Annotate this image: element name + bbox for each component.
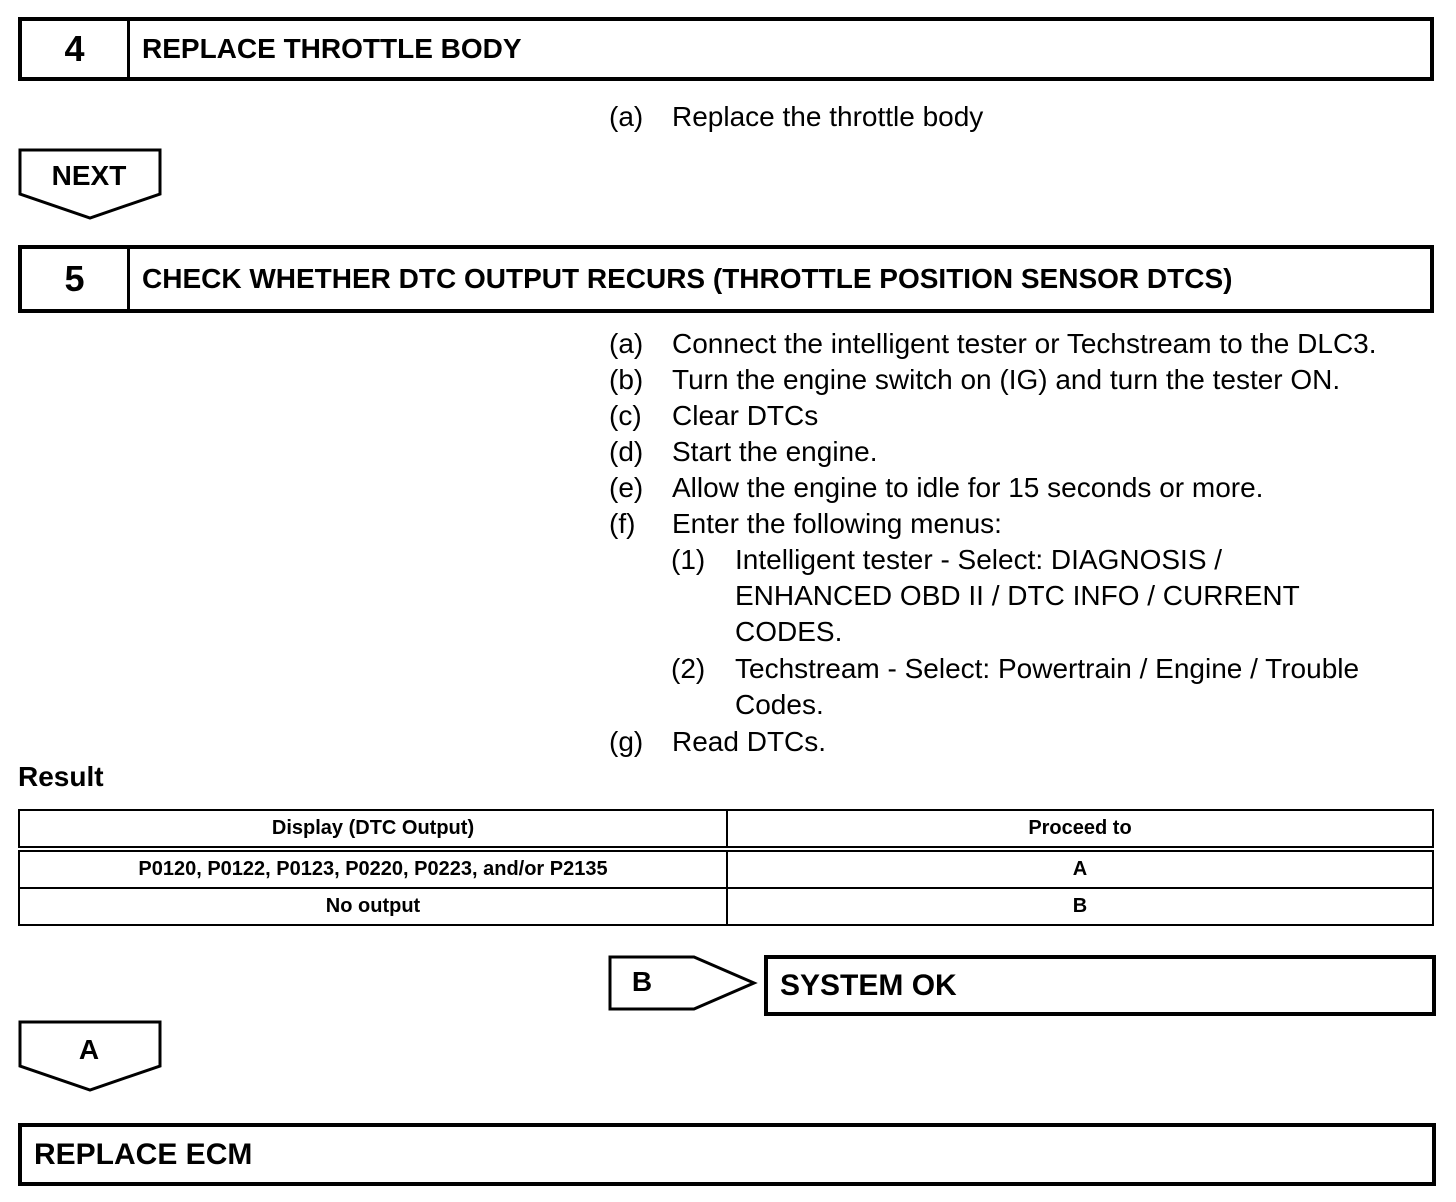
instruction-label: (d) (609, 436, 644, 467)
sub-instruction-line: CODES. (735, 616, 843, 647)
instruction-label: (f) (609, 508, 636, 539)
system-ok-text: SYSTEM OK (780, 968, 957, 1002)
sub-instruction-line: Techstream - Select: Powertrain / Engine / Trouble (735, 653, 1360, 684)
step-5-instruction-a (609, 326, 1439, 362)
step-5-instruction-b (609, 362, 1439, 398)
step-5-header (18, 245, 1434, 313)
instruction-label: (g) (609, 726, 644, 757)
instruction-label: (a) (609, 328, 644, 359)
instruction-label: (b) (609, 364, 644, 395)
step-5-instruction-c (609, 398, 1439, 434)
instruction-text: Turn the engine switch on (IG) and turn the tester ON. (672, 364, 1341, 395)
step-5-instruction-d (609, 434, 1439, 470)
result-table (18, 809, 1434, 926)
step-5-sub-instruction-1 (671, 542, 1441, 650)
branch-a-label: A (78, 1034, 100, 1065)
step-4-title: REPLACE THROTTLE BODY (142, 33, 522, 64)
instruction-label: (e) (609, 472, 644, 503)
instruction-label: (a) (609, 101, 644, 132)
instruction-text: Allow the engine to idle for 15 seconds or more. (672, 472, 1264, 503)
table-cell-proceed: A (727, 849, 1433, 888)
instruction-text: Clear DTCs (672, 400, 819, 431)
sub-instruction-label: (1) (671, 544, 706, 575)
result-heading: Result (18, 761, 104, 792)
replace-ecm-text: REPLACE ECM (34, 1137, 253, 1171)
step-5-instruction-f (609, 506, 1439, 542)
system-ok-box (764, 955, 1436, 1016)
next-arrow-label: NEXT (51, 160, 127, 191)
step-4-header (18, 17, 1434, 81)
step-5-instruction-g (609, 724, 1439, 760)
sub-instruction-line: ENHANCED OBD II / DTC INFO / CURRENT (735, 580, 1300, 611)
instruction-text: Replace the throttle body (672, 101, 984, 132)
table-cell-display: No output (19, 888, 727, 925)
step-4-number: 4 (22, 21, 130, 77)
instruction-text: Start the engine. (672, 436, 878, 467)
step-4-instruction-a (609, 99, 1429, 135)
table-cell-display: P0120, P0122, P0123, P0220, P0223, and/or P2135 (19, 849, 727, 888)
instruction-text: Connect the intelligent tester or Techstream to the DLC3. (672, 328, 1377, 359)
sub-instruction-line: Codes. (735, 689, 824, 720)
sub-instruction-line: Intelligent tester - Select: DIAGNOSIS / (735, 544, 1223, 575)
instruction-label: (c) (609, 400, 642, 431)
step-5-title: CHECK WHETHER DTC OUTPUT RECURS (THROTTLE POSITION SENSOR DTCS) (142, 263, 1233, 294)
table-row (19, 849, 1433, 888)
column-header-proceed: Proceed to (727, 810, 1433, 849)
instruction-text: Read DTCs. (672, 726, 827, 757)
table-row (19, 888, 1433, 925)
step-5-sub-instruction-2 (671, 651, 1441, 723)
replace-ecm-box (18, 1123, 1436, 1186)
column-header-display: Display (DTC Output) (19, 810, 727, 849)
step-5-number: 5 (22, 249, 130, 309)
instruction-text: Enter the following menus: (672, 508, 1002, 539)
branch-b-label: B (631, 966, 653, 997)
step-5-instruction-e (609, 470, 1439, 506)
table-header-row (19, 810, 1433, 849)
sub-instruction-label: (2) (671, 653, 706, 684)
table-cell-proceed: B (727, 888, 1433, 925)
